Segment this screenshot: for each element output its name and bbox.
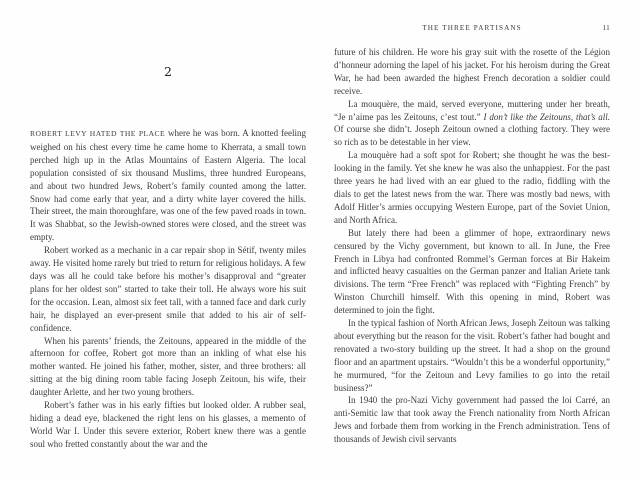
paragraph bbox=[30, 335, 306, 400]
paragraph bbox=[334, 46, 610, 98]
paragraph bbox=[334, 227, 610, 317]
paragraph bbox=[30, 399, 306, 451]
right-page-body bbox=[334, 46, 610, 446]
paragraph bbox=[334, 317, 610, 394]
text-run: In 1940 the pro-Nazi Vichy government had passed the loi Carré, an anti-Semitic law that took away the French nationality from North African Jews and forbade them from working in the French administration. Tens of thousands of Jewish civil servants bbox=[334, 395, 610, 445]
text-run: In the typical fashion of North African Jews, Joseph Zeitoun was talking about everything but the reason for the visit. Robert’s father had bought and renovated a two-story building up the street. It had a shop on the ground floor and an apartment upstairs. “Wouldn’t this be a wonderful opportunity,” he murmured, “for the Zeitoun and Levy families to go into the retail business?” bbox=[334, 318, 610, 393]
right-page bbox=[334, 0, 610, 480]
paragraph bbox=[334, 394, 610, 446]
text-run: But lately there had been a glimmer of hope, extraordinary news censured by the Vichy government, but known to all. In June, the Free French in Libya had confronted Rommel’s German forces at Bir Hakeim and inflicted heavy casualties on the German panzer and Italian Ariete tank divisions. The term “Free French” was replaced with “Fighting French” by Winston Churchill himself. With this opening in mind, Robert was determined to join the fight. bbox=[334, 227, 610, 316]
text-run: Robert’s father was in his early fifties but looked older. A rubber seal, hiding a dead eye, blackened the right lens on his glasses, a memento of World War I. Under this severe exterior, Robert knew there was a gentle soul who fretted constantly about the war and the bbox=[30, 400, 306, 449]
text-run: future of his children. He wore his gray suit with the rosette of the Légion d’honneur adorning the lapel of his jacket. For his heroism during the Great War, he had been awarded the highest French decoration a soldier could receive. bbox=[334, 47, 610, 96]
chapter-number: 2 bbox=[164, 64, 172, 79]
text-run: When his parents’ friends, the Zeitouns, appeared in the middle of the afternoon for coffee, Robert got more than an inkling of what else his mother wanted. He joined his father, mother, sister, and three brothers: all sitting at the big dining room table facing Joseph Zeitoun, his wife, their daughter Arlette, and her two young brothers. bbox=[30, 335, 306, 398]
text-run: Of course she didn’t. Joseph Zeitoun owned a clothing factory. They were so rich as to be detestable in her view. bbox=[334, 124, 610, 148]
text-run: ROBERT LEVY HATED THE PLACE bbox=[30, 129, 166, 138]
page-number: 11 bbox=[602, 24, 610, 32]
left-page bbox=[30, 0, 306, 480]
text-run: La mouquère had a soft spot for Robert; she thought he was the best-looking in the family. Yet she knew he was also the unhappiest. For the past three years he had lived with an ear glued to the radio, fiddling with the dials to get the latest news from the war. There was mostly bad news, with Adolf Hitler’s armies occupying Western Europe, part of the Soviet Union, and North Africa. bbox=[334, 150, 610, 225]
text-run: La mouquère, the maid, served everyone, muttering under her breath, “Je n’aime pas les Zeitouns, c’est tout.” bbox=[334, 98, 610, 122]
text-run: Robert worked as a mechanic in a car repair shop in Sétif, twenty miles away. He visited home rarely but tried to return for religious holidays. A few days was all he could take before his mother’s disapproval and “greater plans for her oldest son” started to take their toll. He always wore his suit for the occasion. Lean, almost six feet tall, with a tanned face and dark curly hair, he displayed an ever-present smile that added to his air of self-confidence. bbox=[30, 245, 306, 333]
left-page-body bbox=[30, 127, 306, 451]
running-header bbox=[334, 24, 610, 32]
paragraph bbox=[30, 244, 306, 334]
running-header-title: THE THREE PARTISANS bbox=[422, 24, 522, 32]
paragraph bbox=[334, 149, 610, 226]
paragraph bbox=[30, 127, 306, 244]
paragraph bbox=[334, 98, 610, 150]
text-run: where he was born. A knotted feeling weighed on his chest every time he came home to Kherrata, a small town perched high up in the Atlas Mountains of Eastern Algeria. The local population consisted of six thousand Muslims, three hundred Europeans, and about two hundred Jews, Robert’s family counted among the latter. Snow had come early that year, and a dirty white layer covered the hills. Their street, the main thoroughfare, was one of the few paved roads in town. It was Shabbat, so the Jewish-owned stores were closed, and the street was empty. bbox=[30, 128, 306, 243]
text-run: I don’t like the Zeitouns, that’s all. bbox=[483, 111, 610, 122]
